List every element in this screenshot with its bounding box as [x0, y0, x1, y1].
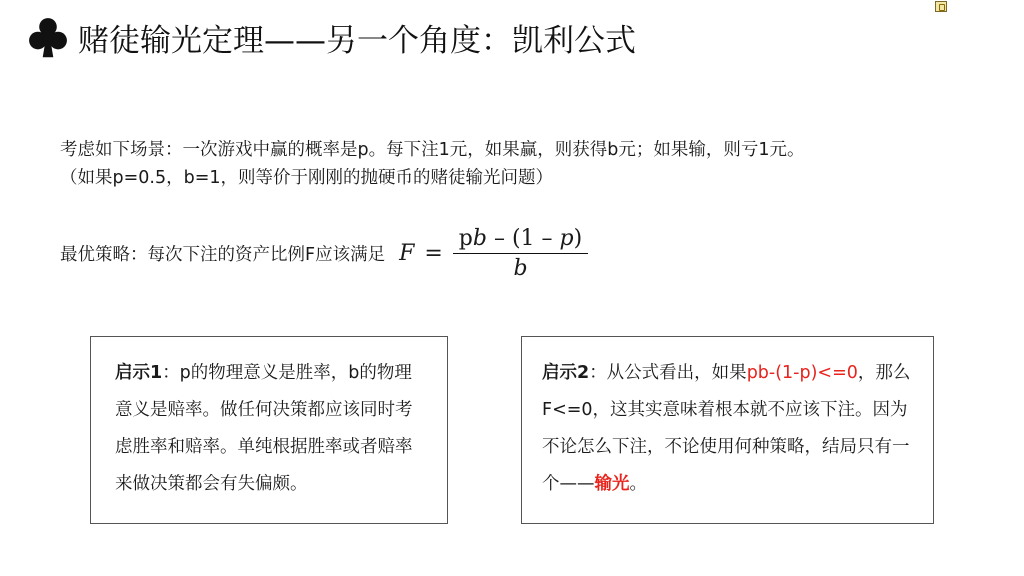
- formula-equals: =: [424, 241, 443, 266]
- insight-2-text-c: 。: [629, 474, 647, 494]
- insight-box-1: [90, 336, 448, 524]
- insight-1-body: ：p的物理意义是胜率，b的物理意义是赔率。做任何决策都应该同时考虑胜率和赔率。单纯根据胜率或者赔率来做决策都会有失偏颇。: [115, 363, 413, 494]
- intro-text: [60, 136, 804, 192]
- numerator-b: b: [472, 226, 487, 251]
- page-title: 赌徒输光定理——另一个角度：凯利公式: [78, 22, 636, 59]
- strategy-label: 最优策略：每次下注的资产比例F应该满足: [60, 245, 386, 265]
- formula-fraction: [453, 226, 588, 281]
- title-row: [26, 14, 636, 60]
- strategy-row: [60, 226, 588, 281]
- insight-box-2: [521, 336, 934, 524]
- intro-line-2: （如果p=0.5，b=1，则等价于刚刚的抛硬币的赌徒输光问题）: [60, 168, 554, 188]
- formula-denominator: b: [513, 256, 528, 281]
- formula-lhs: F: [399, 241, 415, 266]
- kelly-formula: [399, 226, 588, 281]
- insight-2-text-b: ，那么F<=0，这其实意味着根本就不应该下注。因为不论怎么下注，不论使用何种策略，结局只有一个——: [542, 363, 911, 494]
- club-icon: [26, 15, 70, 59]
- insight-1-lead: 启示1: [115, 363, 163, 383]
- lock-icon[interactable]: [935, 1, 947, 12]
- insight-2-lead: 启示2: [542, 363, 590, 383]
- formula-numerator: [453, 226, 588, 254]
- numerator-close: ): [573, 226, 583, 251]
- numerator-p2: p: [559, 226, 574, 251]
- intro-line-1: 考虑如下场景：一次游戏中赢的概率是p。每下注1元，如果赢，则获得b元；如果输，则亏1元。: [60, 140, 805, 160]
- numerator-p: p: [458, 226, 473, 251]
- insight-2-condition: pb-(1-p)<=0: [746, 363, 858, 383]
- numerator-minus: – (1 –: [486, 226, 560, 251]
- insight-2-emphasis: 输光: [594, 474, 630, 494]
- insight-2-text-a: ：从公式看出，如果: [589, 363, 747, 383]
